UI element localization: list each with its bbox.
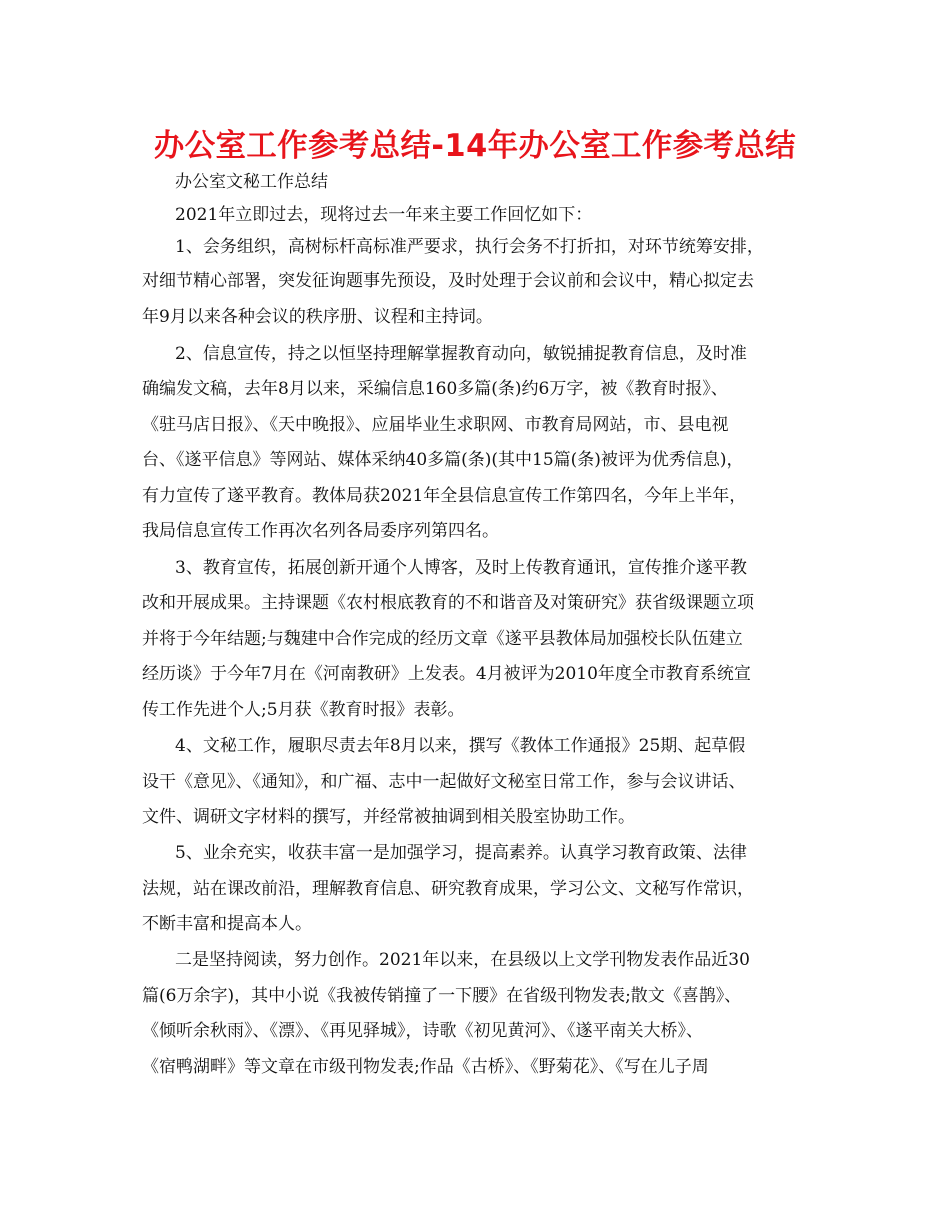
text-line: 设干《意见》、《通知》，和广福、志中一起做好文秘室日常工作，参与会议讲话、 — [142, 772, 746, 792]
text-line: 台、《遂平信息》等网站、媒体采纳40多篇(条)(其中15篇(条)被评为优秀信息)， — [142, 450, 744, 470]
text-line: 有力宣传了遂平教育。教体局获2021年全县信息宣传工作第四名，今年上半年， — [142, 486, 747, 506]
text-line: 5、业余充实，收获丰富一是加强学习，提高素养。认真学习教育政策、法律 — [175, 843, 747, 863]
text-line: 确编发文稿，去年8月以来，采编信息160多篇(条)约6万字，被《教育时报》、 — [142, 379, 728, 399]
text-line: 不断丰富和提高本人。 — [142, 914, 312, 934]
text-line: 《宿鸭湖畔》等文章在市级刊物发表;作品《古桥》、《野菊花》、《写在儿子周 — [142, 1057, 709, 1077]
text-line: 《倾听余秋雨》、《漂》、《再见驿城》，诗歌《初见黄河》、《遂平南关大桥》、 — [142, 1021, 703, 1041]
text-line: 2021年立即过去，现将过去一年来主要工作回忆如下： — [175, 205, 593, 225]
text-line: 《驻马店日报》、《天中晚报》、应届毕业生求职网、市教育局网站，市、县电视 — [142, 415, 729, 435]
document-title: 办公室工作参考总结-14年办公室工作参考总结 — [153, 128, 797, 164]
text-line: 对细节精心部署，突发征询题事先预设，及时处理于会议前和会议中，精心拟定去 — [142, 271, 754, 291]
text-line: 法规，站在课改前沿，理解教育信息、研究教育成果，学习公文、文秘写作常识， — [142, 879, 754, 899]
text-line: 2、信息宣传，持之以恒坚持理解掌握教育动向，敏锐捕捉教育信息，及时准 — [175, 344, 747, 364]
text-line: 文件、调研文字材料的撰写，并经常被抽调到相关股室协助工作。 — [142, 807, 635, 827]
text-line: 3、教育宣传，拓展创新开通个人博客，及时上传教育通讯，宣传推介遂平教 — [175, 558, 747, 578]
text-line: 改和开展成果。主持课题《农村根底教育的不和谐音及对策研究》获省级课题立项 — [142, 593, 754, 613]
text-line: 1、会务组织，高树标杆高标准严要求，执行会务不打折扣，对环节统筹安排， — [175, 237, 764, 257]
text-line: 二是坚持阅读，努力创作。2021年以来，在县级以上文学刊物发表作品近30 — [175, 950, 750, 970]
text-line: 年9月以来各种会议的秩序册、议程和主持词。 — [142, 307, 493, 327]
text-line: 传工作先进个人;5月获《教育时报》表彰。 — [142, 700, 465, 720]
text-line: 并将于今年结题;与魏建中合作完成的经历文章《遂平县教体局加强校长队伍建立 — [142, 629, 743, 649]
text-line: 我局信息宣传工作再次名列各局委序列第四名。 — [142, 521, 499, 541]
text-line: 办公室文秘工作总结 — [175, 172, 328, 192]
text-line: 篇(6万余字)，其中小说《我被传销撞了一下腰》在省级刊物发表;散文《喜鹊》、 — [142, 986, 742, 1006]
text-line: 4、文秘工作，履职尽责去年8月以来，撰写《教体工作通报》25期、起草假 — [175, 736, 746, 756]
text-line: 经历谈》于今年7月在《河南教研》上发表。4月被评为2010年度全市教育系统宣 — [142, 664, 751, 684]
